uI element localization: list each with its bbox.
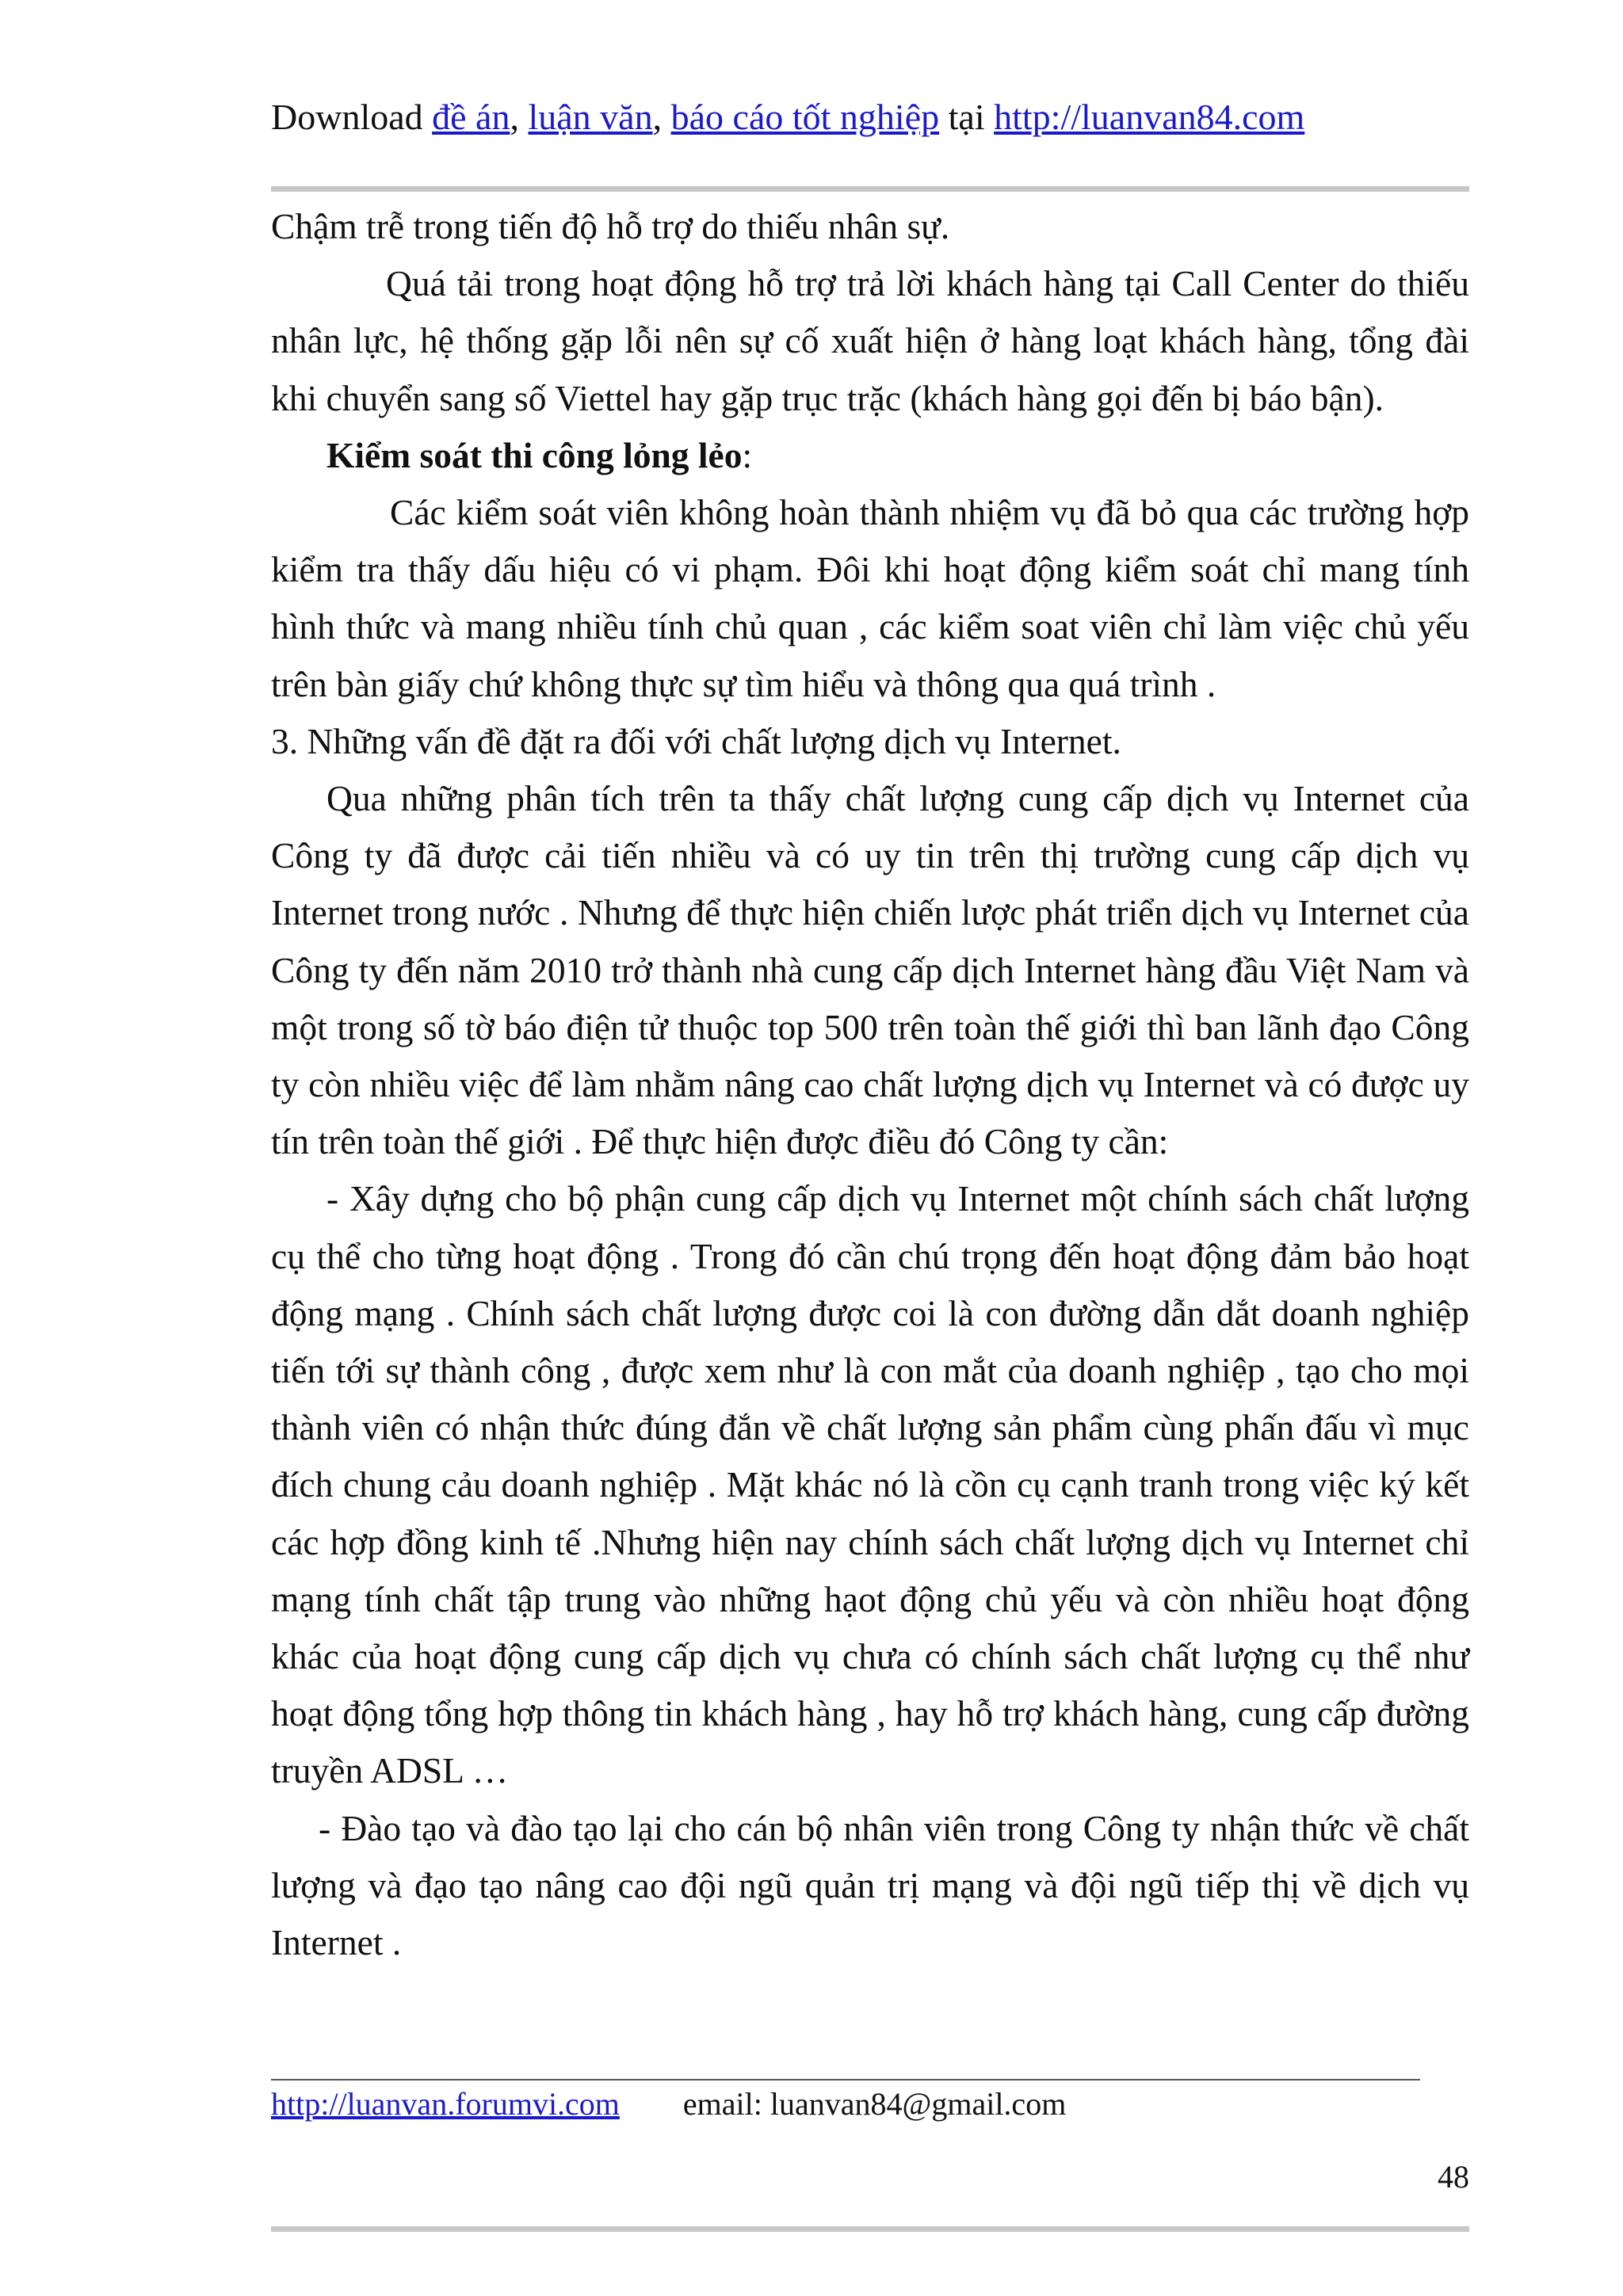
header-link-de-an[interactable]: đề án: [432, 97, 510, 137]
footer-link-forum[interactable]: http://luanvan.forumvi.com: [271, 2086, 620, 2122]
header-divider: [271, 186, 1469, 192]
header-separator: ,: [510, 97, 529, 137]
footer-divider: [271, 2226, 1469, 2232]
header-link-bao-cao[interactable]: báo cáo tốt nghiệp: [670, 97, 940, 137]
page-number: 48: [1438, 2159, 1469, 2195]
footer-divider-thin: [271, 2079, 1420, 2081]
header-link-luan-van[interactable]: luận văn: [528, 97, 653, 137]
section-heading-3: 3. Những vấn đề đặt ra đối với chất lượng dịch vụ Internet.: [271, 720, 1121, 761]
header-mid-text: tại: [939, 97, 995, 137]
paragraph-analysis: Qua những phân tích trên ta thấy chất lượng cung cấp dịch vụ Internet của Công ty đã được cải tiến nhiều và có uy tin trên thị trường cung cấp dịch vụ Internet trong nước . Nhưng để thực hiện chiến lược phát triển dịch vụ Internet của Công ty đến năm 2010 trở thành nhà cung cấp dịch Internet hàng đầu Việt Nam và một trong số tờ báo điện tử thuộc top 500 trên toàn thế giới thì ban lãnh đạo Công ty còn nhiều việc để làm nhằm nâng cao chất lượng dịch vụ Internet và có được uy tín trên toàn thế giới . Để thực hiện được điều đó Công ty cần:: [271, 778, 1469, 1162]
paragraph-delay: Chậm trễ trong tiến độ hỗ trợ do thiếu nhân sự.: [271, 206, 950, 246]
paragraph-overload: Quá tải trong hoạt động hỗ trợ trả lời khách hàng tại Call Center do thiếu nhân lực, hệ thống gặp lỗi nên sự cố xuất hiện ở hàng loạt khách hàng, tổng đài khi chuyển sang số Viettel hay gặp trục trặc (khách hàng gọi đến bị báo bận).: [271, 263, 1469, 418]
paragraph-controllers: Các kiểm soát viên không hoàn thành nhiệm vụ đã bỏ qua các trường hợp kiểm tra thấy dấu hiệu có vi phạm. Đôi khi hoạt động kiểm soát chỉ mang tính hình thức và mang nhiều tính chủ quan , các kiểm soat viên chỉ làm việc chủ yếu trên bàn giấy chứ không thực sự tìm hiểu và thông qua quá trình .: [271, 492, 1469, 704]
footer-email: email: luanvan84@gmail.com: [682, 2086, 1067, 2122]
header-separator: ,: [652, 97, 671, 137]
document-body: [271, 198, 1469, 1971]
bullet-training: - Đào tạo và đào tạo lại cho cán bộ nhân viên trong Công ty nhận thức về chất lượng và đạo tạo nâng cao đội ngũ quản trị mạng và đội ngũ tiếp thị về dịch vụ Internet .: [271, 1807, 1469, 1963]
header-link-website[interactable]: http://luanvan84.com: [994, 97, 1305, 137]
page-footer: [271, 2082, 1066, 2126]
header-prefix: Download: [271, 97, 433, 137]
bullet-quality-policy: - Xây dựng cho bộ phận cung cấp dịch vụ Internet một chính sách chất lượng cụ thể cho từng hoạt động . Trong đó cần chú trọng đến hoạt động đảm bảo hoạt động mạng . Chính sách chất lượng được coi là con đường dẫn dắt doanh nghiệp tiến tới sự thành công , được xem như là con mắt của doanh nghiệp , tạo cho mọi thành viên có nhận thức đúng đắn về chất lượng sản phẩm cùng phấn đấu vì mục đích chung cảu doanh nghiệp . Mặt khác nó là cồn cụ cạnh tranh trong việc ký kết các hợp đồng kinh tế .Nhưng hiện nay chính sách chất lượng dịch vụ Internet chỉ mạng tính chất tập trung vào những hạot động chủ yếu và còn nhiều hoạt động khác của hoạt động cung cấp dịch vụ chưa có chính sách chất lượng cụ thể như hoạt động tổng hợp thông tin khách hàng , hay hỗ trợ khách hàng, cung cấp đường truyền ADSL …: [271, 1178, 1469, 1791]
page-header: [271, 93, 1304, 141]
subheading-control: Kiểm soát thi công lỏng lẻo:: [327, 434, 753, 475]
subheading-bold: Kiểm soát thi công lỏng lẻo: [327, 434, 743, 475]
